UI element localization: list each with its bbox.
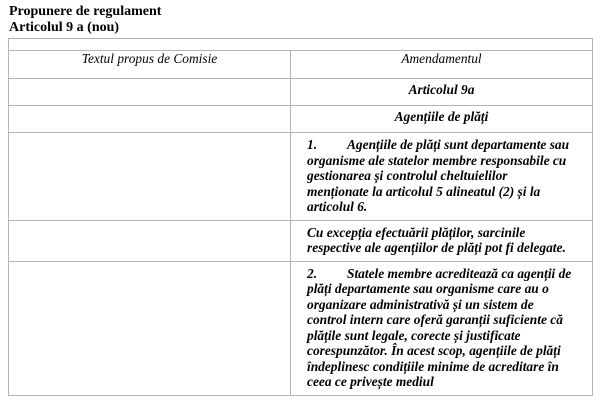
table-header-row bbox=[9, 51, 593, 79]
article-heading: Articolul 9 a (nou) bbox=[9, 20, 120, 35]
table-row bbox=[9, 261, 593, 395]
paragraph-1b-text: Cu excepția efectuării plăților, sarcinile respective ale agențiilor de plăți pot fi delegate. bbox=[307, 224, 566, 255]
table-row bbox=[9, 79, 593, 106]
paragraph-1-text: Agențiile de plăți sunt departamente sau organisme ale statelor membre responsabile cu gestionarea și controlul cheltuielilor menționate la articolul 5 alineatul (2) și la articolul 6. bbox=[307, 137, 570, 214]
paragraph-2-number: 2. bbox=[307, 265, 318, 281]
table-row bbox=[9, 106, 593, 133]
amendment-table bbox=[8, 38, 593, 396]
paragraph-1-cell bbox=[291, 133, 593, 221]
table-row bbox=[9, 133, 593, 221]
paragraph-2-cell bbox=[291, 261, 593, 395]
col-header-amendment: Amendamentul bbox=[291, 51, 593, 79]
table-spacer-row bbox=[9, 39, 593, 51]
paragraph-2-text: Statele membre acreditează ca agenții de plăți departamente sau organisme care au o organizare administrativă și un sistem de control intern care oferă garanții suficiente că plățile sunt legale, corecte și justificate corespunzător. În acest scop, agențiile de plăți îndeplinesc condițiile minime de acreditare în ceea ce privește mediul bbox=[307, 265, 572, 389]
paragraph-1b-cell bbox=[291, 220, 593, 261]
proposal-title: Propunere de regulament bbox=[9, 4, 162, 19]
table-row bbox=[9, 220, 593, 261]
article-title-cell: Articolul 9a bbox=[291, 79, 593, 106]
paragraph-1-number: 1. bbox=[307, 137, 318, 152]
col-header-commission-text: Textul propus de Comisie bbox=[9, 51, 291, 79]
article-subtitle-cell: Agențiile de plăți bbox=[291, 106, 593, 133]
